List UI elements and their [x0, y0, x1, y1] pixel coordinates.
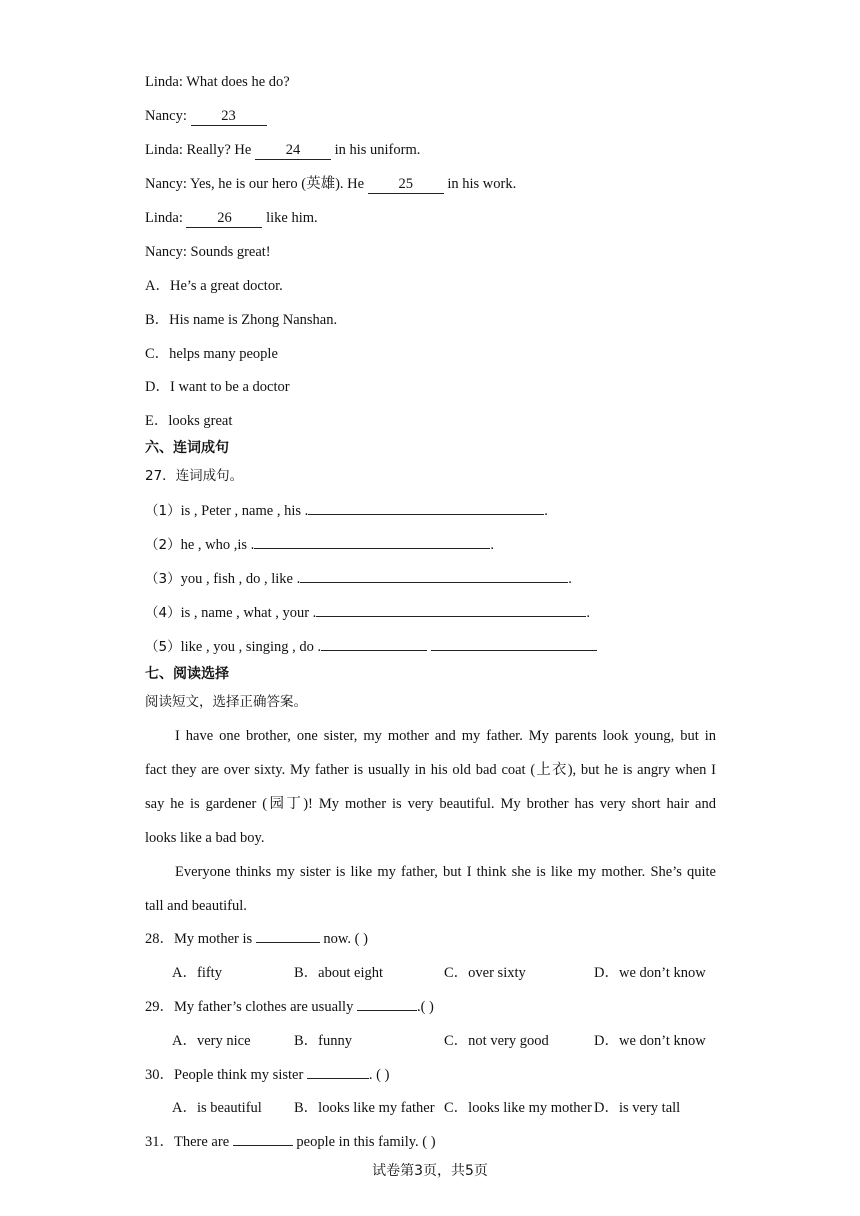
option-c[interactable]: C．over sixty [444, 965, 526, 981]
passage-line: Everyone thinks my sister is like my father, but I think she is like my mother. She’s quite [175, 864, 716, 880]
answer-line[interactable] [321, 650, 427, 651]
answer-line[interactable] [316, 616, 586, 617]
answer-blank[interactable]: 24 [255, 142, 331, 160]
answer-blank[interactable]: 25 [368, 176, 444, 194]
speaker: Linda: [145, 210, 183, 226]
answer-line[interactable] [431, 650, 597, 651]
answer-blank[interactable]: 23 [191, 108, 267, 126]
question-prompt: 27．连词成句。 [145, 468, 244, 484]
reorder-item: （1）is , Peter , name , his . . [145, 503, 548, 519]
option-a[interactable]: A．is beautiful [172, 1100, 262, 1116]
speaker: Nancy: [145, 108, 187, 124]
option-d[interactable]: D．is very tall [594, 1100, 681, 1116]
answer-blank[interactable]: 26 [186, 210, 262, 228]
choice-item [145, 377, 290, 397]
passage-line: fact they are over sixty. My father is usually in his old bad coat (上衣), but he is angry when I [145, 762, 716, 778]
passage-line: tall and beautiful. [145, 898, 247, 914]
option-a[interactable]: A．very nice [172, 1033, 251, 1049]
answer-line[interactable] [308, 514, 544, 515]
option-b[interactable]: B．about eight [294, 965, 384, 981]
question: 29．My father’s clothes are usually .( ) [145, 999, 434, 1015]
choice-item [145, 276, 283, 296]
answer-line[interactable] [300, 582, 568, 583]
answer-blank[interactable] [357, 1010, 417, 1011]
option-c[interactable]: C．looks like my mother [444, 1100, 592, 1116]
speaker: Linda: [145, 74, 183, 90]
dialogue-line: Nancy: Yes, he is our hero (英雄). He 25 in his work. [145, 176, 517, 192]
choice-letter: C． [145, 346, 170, 362]
reorder-item: （4）is , name , what , your . . [145, 605, 590, 621]
speaker: Linda: [145, 142, 183, 158]
answer-blank[interactable] [233, 1145, 293, 1146]
answer-blank[interactable] [256, 942, 320, 943]
question: 28．My mother is now. ( ) [145, 931, 368, 947]
choice-text: helps many people [169, 346, 278, 362]
choice-letter: E． [145, 413, 169, 429]
dialogue-line [145, 106, 267, 126]
option-b[interactable]: B．looks like my father [294, 1100, 435, 1116]
choice-letter: D． [145, 379, 170, 395]
choice-letter: B． [145, 312, 170, 328]
dialogue-line: Linda: Really? He 24 in his uniform. [145, 142, 421, 158]
dialogue-line: Linda: 26 like him. [145, 210, 318, 226]
dialogue-line: Nancy: Sounds great! [145, 244, 271, 260]
section-title: 七、阅读选择 [145, 666, 229, 682]
choice-text: His name is Zhong Nanshan. [169, 312, 338, 328]
choice-item [145, 310, 337, 330]
choice-text: He’s a great doctor. [169, 278, 283, 294]
question: 30．People think my sister . ( ) [145, 1067, 390, 1083]
option-d[interactable]: D．we don’t know [594, 965, 706, 981]
option-a[interactable]: A．fifty [172, 965, 222, 981]
choice-text: I want to be a doctor [169, 379, 290, 395]
option-b[interactable]: B．funny [294, 1033, 353, 1049]
reorder-item: （3）you , fish , do , like . . [145, 571, 572, 587]
answer-blank[interactable] [307, 1078, 369, 1079]
question: 31．There are people in this family. ( ) [145, 1134, 436, 1150]
speaker: Nancy: [145, 244, 187, 260]
page-footer: 试卷第3页，共5页 [372, 1163, 488, 1179]
reorder-item: （5）like , you , singing , do . [145, 637, 597, 657]
passage-line: say he is gardener (园丁)! My mother is very beautiful. My brother has very short hair and [145, 796, 716, 812]
option-d[interactable]: D．we don’t know [594, 1033, 706, 1049]
choice-letter: A． [145, 278, 170, 294]
reorder-item: （2）he , who ,is . . [145, 537, 494, 553]
dialogue-line: Linda: What does he do? [145, 74, 290, 90]
choice-item [145, 411, 232, 431]
choice-item [145, 344, 278, 364]
speaker: Nancy: [145, 176, 187, 192]
choice-text: looks great [168, 413, 233, 429]
passage-line: looks like a bad boy. [145, 830, 265, 846]
option-c[interactable]: C．not very good [444, 1033, 549, 1049]
section-title: 六、连词成句 [145, 440, 229, 456]
instruction: 阅读短文，选择正确答案。 [145, 694, 307, 710]
answer-line[interactable] [254, 548, 490, 549]
passage-line: I have one brother, one sister, my mother and my father. My parents look young, but in [175, 728, 716, 744]
